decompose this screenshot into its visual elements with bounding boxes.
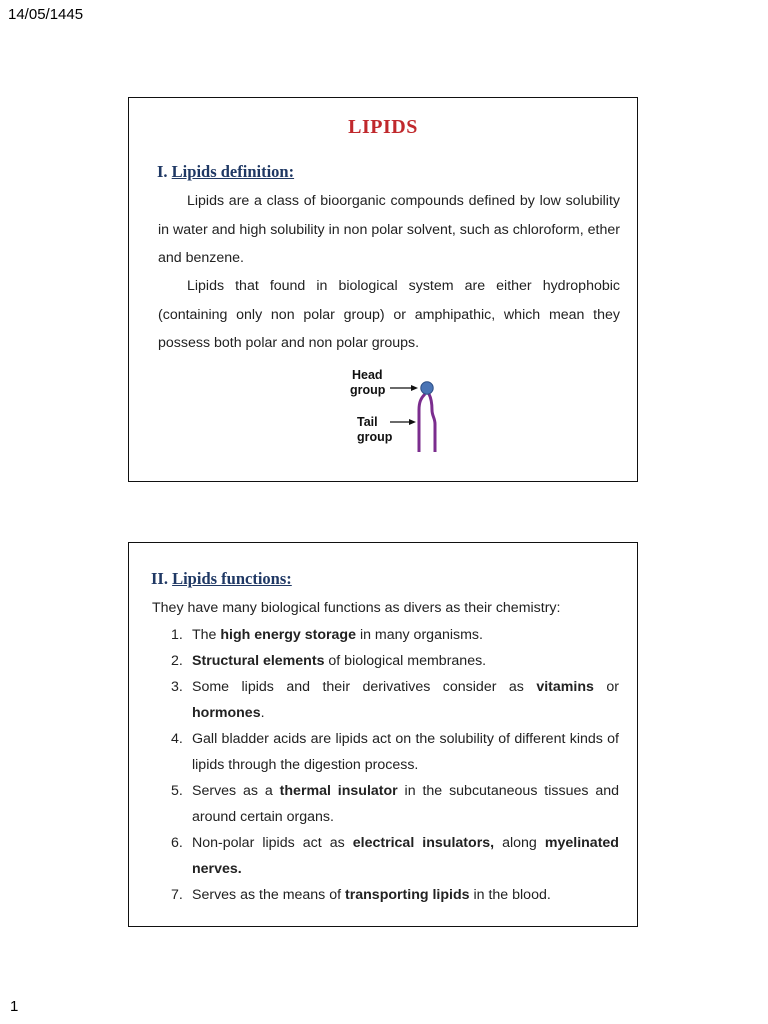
page-number: 1 bbox=[10, 998, 19, 1015]
polar-head-circle bbox=[421, 382, 433, 394]
head-arrow-tip bbox=[411, 385, 418, 391]
head-label-line1: Head bbox=[352, 368, 383, 382]
section-heading-functions bbox=[151, 569, 292, 589]
tail-right-chain bbox=[429, 394, 435, 452]
section-heading-definition bbox=[157, 162, 294, 182]
tail-label-line1: Tail bbox=[357, 415, 378, 429]
list-item: 7. Serves as the means of transporting lipids in the blood. bbox=[171, 887, 551, 903]
slide-lipids-functions bbox=[128, 542, 638, 927]
heading-number: I. bbox=[157, 162, 168, 181]
slide-lipids-definition bbox=[128, 97, 638, 482]
heading-text: Lipids definition: bbox=[171, 162, 295, 181]
heading-number: II. bbox=[151, 569, 168, 588]
tail-arrow-tip bbox=[409, 419, 416, 425]
heading-text: Lipids functions: bbox=[172, 569, 292, 588]
list-item: 1. The high energy storage in many organisms. bbox=[171, 627, 483, 643]
slide-title: LIPIDS bbox=[348, 116, 418, 138]
tail-left-chain bbox=[419, 394, 425, 452]
functions-list bbox=[153, 622, 619, 908]
list-item: 4. Gall bladder acids are lipids act on the solubility of different kinds of lipids through the digestion process. bbox=[171, 731, 619, 773]
header-date: 14/05/1445 bbox=[8, 6, 84, 23]
list-item: 5. Serves as a thermal insulator in the subcutaneous tissues and around certain organs. bbox=[171, 783, 619, 825]
amphipathic-lipid-diagram bbox=[334, 366, 464, 456]
head-label-line2: group bbox=[350, 383, 386, 397]
functions-intro: They have many biological functions as divers as their chemistry: bbox=[152, 600, 561, 616]
list-item: 3. Some lipids and their derivatives consider as vitamins or hormones. bbox=[171, 679, 619, 721]
tail-label-line2: group bbox=[357, 430, 393, 444]
list-item: 6. Non-polar lipids act as electrical insulators, along myelinated nerves. bbox=[171, 835, 619, 877]
list-item: 2. Structural elements of biological membranes. bbox=[171, 653, 487, 669]
definition-paragraph-1: Lipids are a class of bioorganic compounds defined by low solubility in water and high solubility in non polar solvent, such as chloroform, ether and benzene. bbox=[158, 193, 620, 266]
definition-paragraph-2: Lipids that found in biological system are either hydrophobic (containing only non polar group) or amphipathic, which mean they possess both polar and non polar groups. bbox=[158, 278, 620, 351]
